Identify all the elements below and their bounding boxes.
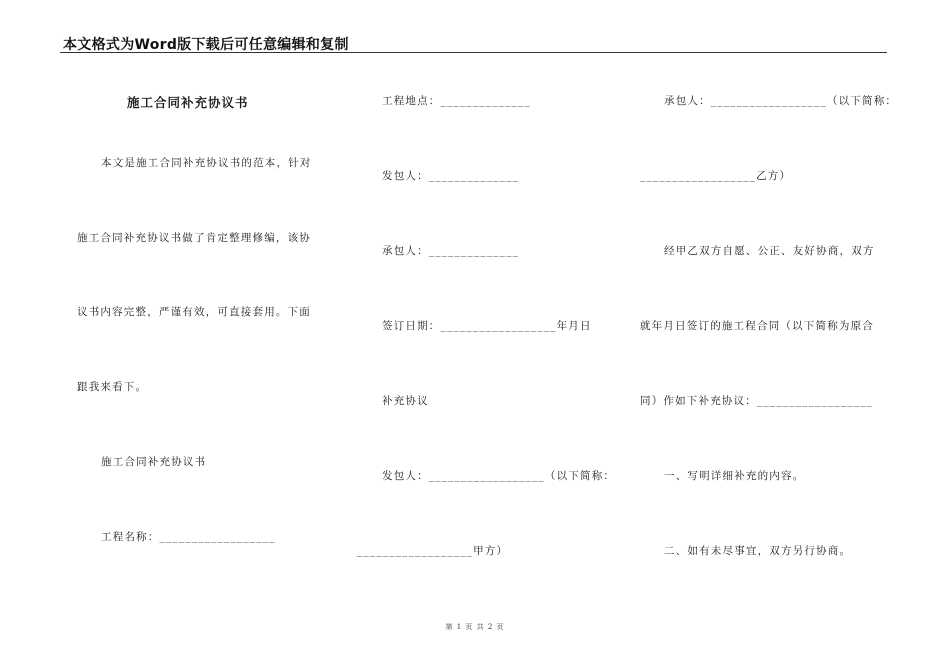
party-b-continuation: __________________乙方） bbox=[640, 170, 792, 182]
intro-line-2: 施工合同补充协议书做了肯定整理修编，该协 bbox=[77, 232, 311, 244]
intro-line-4: 跟我来看下。 bbox=[77, 381, 148, 393]
party-b-line: 承包人：__________________（以下简称： bbox=[664, 95, 898, 107]
document-header: 本文格式为Word版下载后可任意编辑和复制 bbox=[63, 37, 349, 53]
intro-line-1: 本文是施工合同补充协议书的范本，针对 bbox=[101, 157, 312, 169]
agreement-line-2: 就年月日签订的施工程合同（以下简称为原合 bbox=[640, 320, 874, 332]
contract-subtitle: 施工合同补充协议书 bbox=[101, 456, 207, 468]
supplement-heading: 补充协议 bbox=[382, 395, 429, 407]
clause-1: 一、写明详细补充的内容。 bbox=[664, 470, 805, 482]
document-title: 施工合同补充协议书 bbox=[127, 95, 249, 110]
intro-line-3: 议书内容完整，严谨有效，可直接套用。下面 bbox=[77, 306, 311, 318]
employer-field: 发包人：______________ bbox=[382, 170, 520, 182]
header-divider bbox=[60, 52, 887, 53]
agreement-line-3: 同）作如下补充协议：__________________ bbox=[640, 395, 874, 407]
page-indicator: 第 1 页 共 2 页 bbox=[445, 623, 505, 631]
project-location-field: 工程地点：______________ bbox=[382, 95, 531, 107]
party-a-continuation: __________________甲方） bbox=[357, 545, 509, 557]
project-name-field: 工程名称：__________________ bbox=[101, 531, 276, 543]
contractor-field: 承包人：______________ bbox=[382, 245, 520, 257]
party-a-line: 发包人：__________________（以下简称： bbox=[382, 470, 616, 482]
clause-2: 二、如有未尽事宜，双方另行协商。 bbox=[664, 545, 852, 557]
agreement-line-1: 经甲乙双方自愿、公正、友好协商，双方 bbox=[664, 245, 875, 257]
signing-date-field: 签订日期：__________________年月日 bbox=[382, 320, 592, 332]
